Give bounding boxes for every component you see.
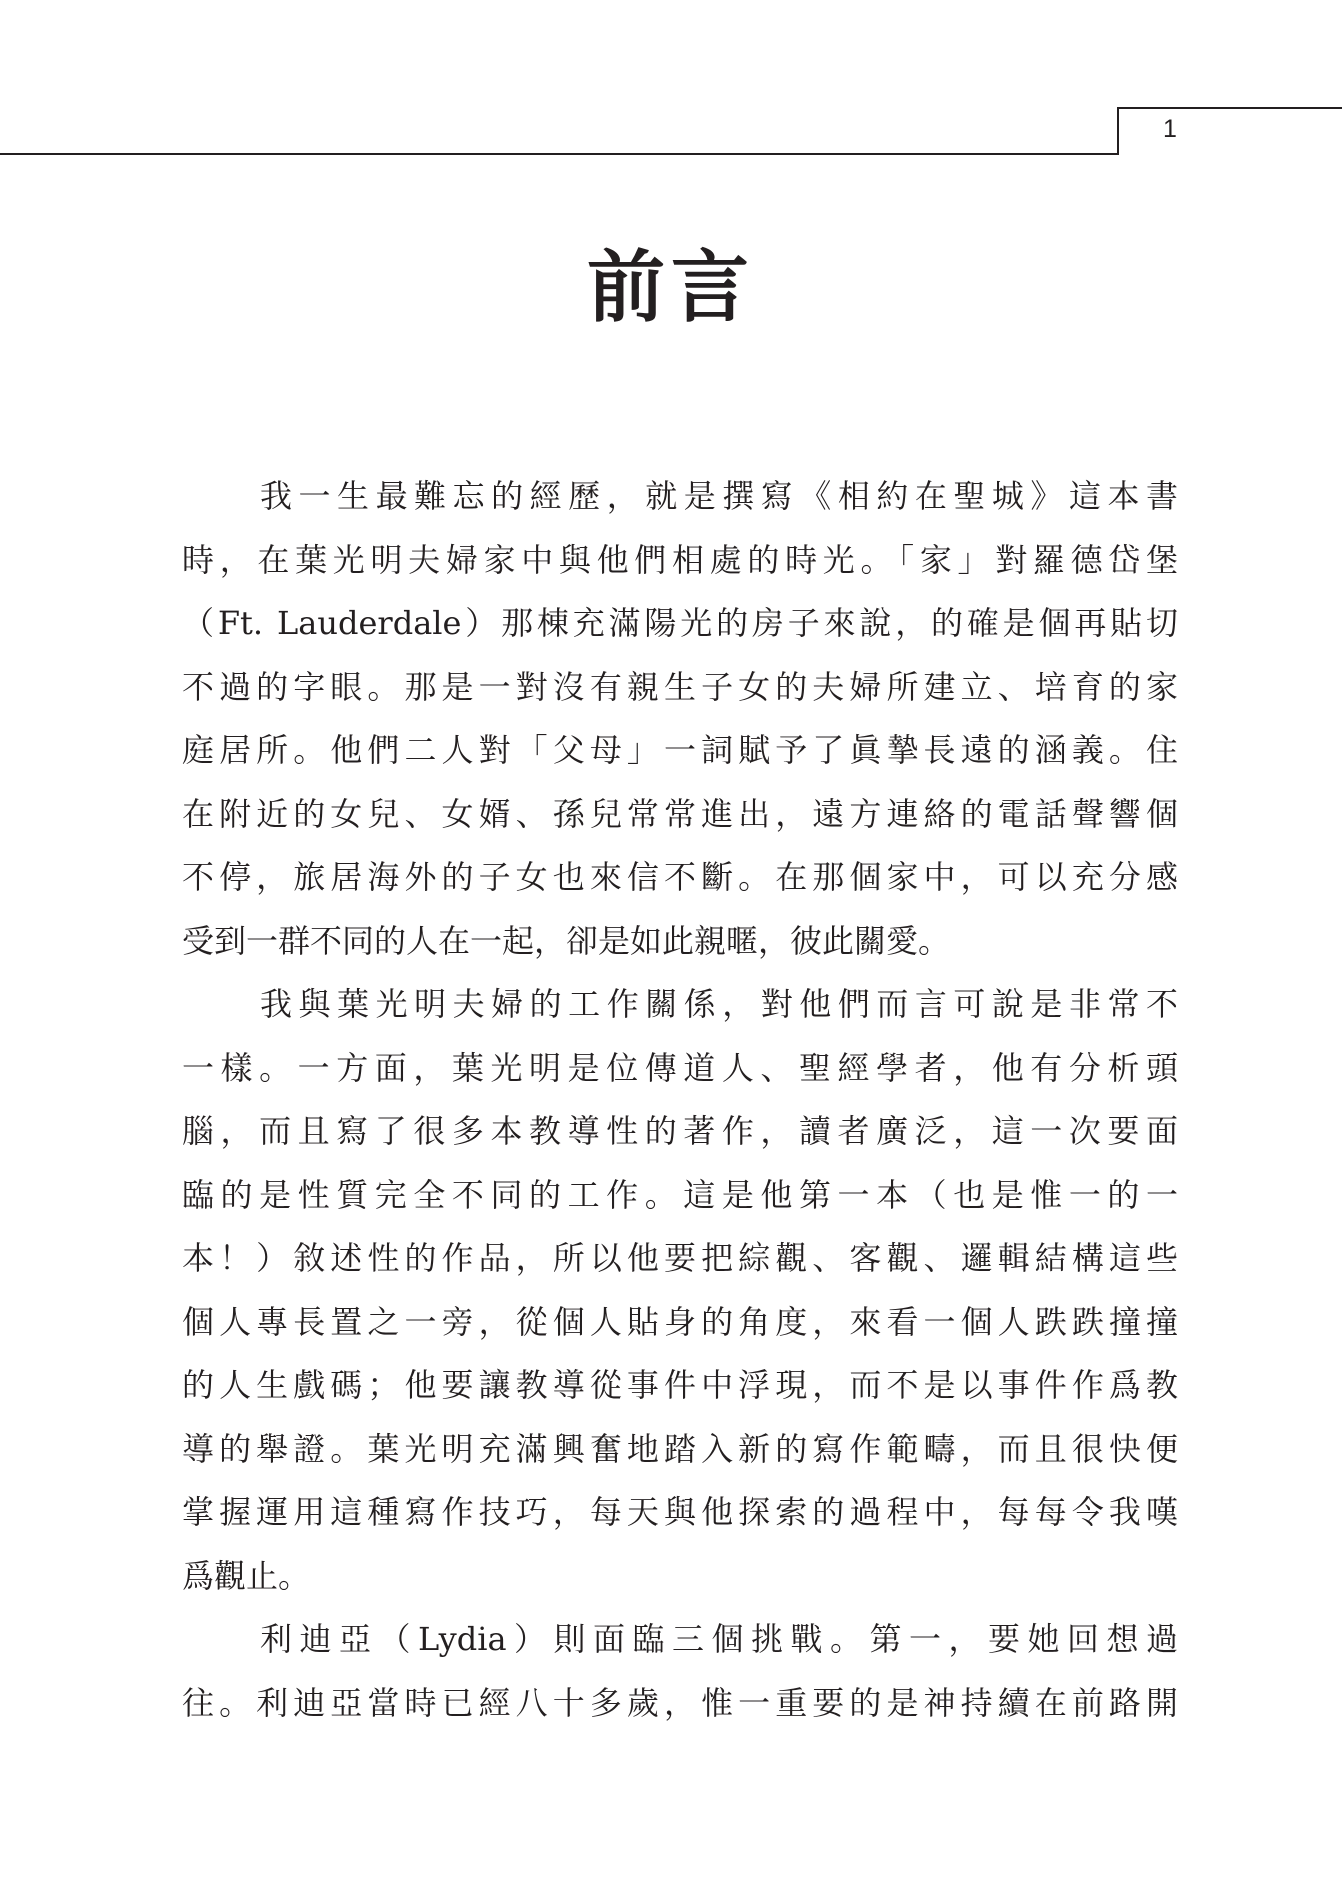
- paragraph-2-line-2: 一樣。一方面，葉光明是位傳道人、聖經學者，他有分析頭: [182, 1048, 1178, 1087]
- paragraph-2-line-4: 臨的是性質完全不同的工作。這是他第一本（也是惟一的一: [182, 1175, 1178, 1214]
- paragraph-2-line-6: 個人專長置之一旁，從個人貼身的角度，來看一個人跌跌撞撞: [182, 1302, 1178, 1341]
- paragraph-2-line-3: 腦，而且寫了很多本教導性的著作，讀者廣泛，這一次要面: [182, 1112, 1178, 1150]
- paragraph-1-line-8: 受到一群不同的人在一起，卻是如此親暱，彼此關愛。: [182, 921, 951, 960]
- paragraph-1-line-6: 在附近的女兒、女婿、孫兒常常進出，遠方連絡的電話聲響個: [182, 794, 1178, 833]
- paragraph-1-line-3: （Ft. Lauderdale）那棟充滿陽光的房子來說，的確是個再貼切: [182, 604, 1178, 642]
- header-rule: [0, 153, 1118, 155]
- page-number-box-top-border: [1117, 107, 1342, 109]
- paragraph-2-line-5: 本！）敘述性的作品，所以他要把綜觀、客觀、邏輯結構這些: [182, 1239, 1178, 1277]
- page-number-box-border: [1117, 108, 1119, 155]
- paragraph-2-line-10: 爲觀止。: [182, 1556, 311, 1595]
- paragraph-2-line-7: 的人生戲碼；他要讓教導從事件中浮現，而不是以事件作爲教: [182, 1366, 1178, 1404]
- paragraph-1-line-1: 我一生最難忘的經歷，就是撰寫《相約在聖城》這本書: [260, 477, 1178, 515]
- page-title: 前言: [586, 242, 755, 333]
- paragraph-1-line-2: 時，在葉光明夫婦家中與他們相處的時光。「家」對羅德岱堡: [182, 540, 1178, 579]
- paragraph-2-line-9: 掌握運用這種寫作技巧，每天與他探索的過程中，每每令我嘆: [182, 1493, 1178, 1531]
- paragraph-3-line-2: 往。利迪亞當時已經八十多歲，惟一重要的是神持續在前路開: [182, 1683, 1178, 1722]
- paragraph-1-line-5: 庭居所。他們二人對「父母」一詞賦予了眞摯長遠的涵義。住: [182, 731, 1178, 769]
- paragraph-3-line-1: 利迪亞（Lydia）則面臨三個挑戰。第一，要她回想過: [260, 1620, 1178, 1658]
- paragraph-1-line-4: 不過的字眼。那是一對沒有親生子女的夫婦所建立、培育的家: [182, 667, 1178, 706]
- paragraph-1-line-7: 不停，旅居海外的子女也來信不斷。在那個家中，可以充分感: [182, 858, 1178, 896]
- body-text: [182, 465, 1178, 1735]
- paragraph-2-line-8: 導的舉證。葉光明充滿興奮地踏入新的寫作範疇，而且很快便: [182, 1429, 1178, 1468]
- paragraph-2-line-1: 我與葉光明夫婦的工作關係，對他們而言可說是非常不: [260, 985, 1178, 1023]
- page-number: 1: [1163, 115, 1177, 143]
